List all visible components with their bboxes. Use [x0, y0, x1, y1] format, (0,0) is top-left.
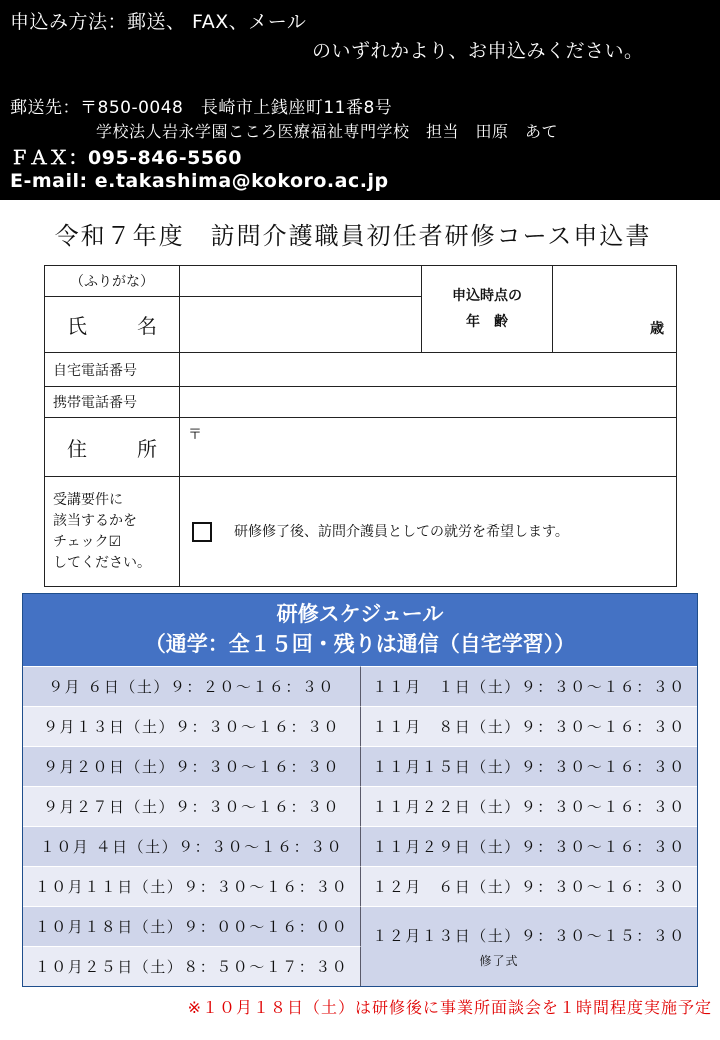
postal-mark: 〒	[188, 427, 202, 443]
schedule-date: １１月 ８日（土）９：３０～１６：３０	[361, 706, 697, 746]
info-header	[0, 0, 720, 200]
schedule-date: ９月 ６日（土）９：２０～１６：３０	[23, 666, 361, 706]
schedule-date: １２月 ６日（土）９：３０～１６：３０	[361, 866, 697, 906]
application-method-line: 申込み方法：郵送、 FAX、メール	[10, 11, 307, 33]
schedule-date: １０月 ４日（土）９：３０～１６：３０	[23, 826, 361, 866]
application-form	[44, 265, 677, 587]
schedule-date: １０月１１日（土）９：３０～１６：３０	[23, 866, 361, 906]
school-contact: 学校法人岩永学園こころ医療福祉専門学校 担当 田原 あて	[96, 122, 559, 141]
address-label: 住 所	[45, 418, 180, 477]
employment-checkbox[interactable]	[192, 522, 212, 542]
application-method-line-2: のいずれかより、お申込みください。	[312, 40, 644, 62]
employment-check-text: 研修修了後、訪問介護員としての就労を希望します。	[234, 524, 569, 540]
schedule-subtitle: （通学：全１５回・残りは通信（自宅学習））	[144, 632, 576, 656]
fax-number: ＦＡＸ：095-846-5560	[10, 147, 242, 169]
schedule-date: １１月１５日（土）９：３０～１６：３０	[361, 746, 697, 786]
schedule-date-final: １２月１３日（土）９：３０～１５：３０ 修了式	[361, 906, 697, 986]
schedule-header	[23, 594, 697, 666]
schedule-date: １０月１８日（土）９：００～１６：００	[23, 906, 361, 946]
schedule-grid	[23, 666, 697, 986]
schedule-date: ９月２７日（土）９：３０～１６：３０	[23, 786, 361, 826]
mobile-phone-label: 携帯電話番号	[45, 387, 180, 418]
address-field[interactable]	[180, 418, 677, 477]
mobile-phone-field[interactable]	[180, 387, 677, 418]
schedule-date: １１月２２日（土）９：３０～１６：３０	[361, 786, 697, 826]
requirement-label: 受講要件に 該当するかを チェック☑ してください。	[45, 477, 180, 587]
schedule-date: ９月２０日（土）９：３０～１６：３０	[23, 746, 361, 786]
age-label: 申込時点の 年 齢	[422, 266, 553, 353]
mailing-address: 郵送先：〒850-0048 長崎市上銭座町11番8号	[10, 98, 393, 118]
training-schedule	[22, 593, 698, 987]
email-address: E-mail: e.takashima@kokoro.ac.jp	[10, 170, 389, 192]
home-phone-field[interactable]	[180, 353, 677, 387]
schedule-date: ９月１３日（土）９：３０～１６：３０	[23, 706, 361, 746]
schedule-date: １１月 １日（土）９：３０～１６：３０	[361, 666, 697, 706]
schedule-title: 研修スケジュール	[276, 602, 444, 626]
requirement-check-cell	[180, 477, 677, 587]
footnote: ※１０月１８日（土）は研修後に事業所面談会を１時間程度実施予定	[187, 998, 712, 1017]
furigana-field[interactable]	[180, 266, 422, 297]
schedule-date: １０月２５日（土）８：５０～１７：３０	[23, 946, 361, 986]
age-field[interactable]: 歳	[553, 266, 677, 353]
name-field[interactable]	[180, 297, 422, 353]
name-label: 氏 名	[45, 297, 180, 353]
schedule-date: １１月２９日（土）９：３０～１６：３０	[361, 826, 697, 866]
furigana-label: （ふりがな）	[45, 266, 180, 297]
completion-ceremony-note: 修了式	[479, 953, 519, 968]
form-title: 令和７年度 訪問介護職員初任者研修コース申込書	[54, 222, 652, 250]
home-phone-label: 自宅電話番号	[45, 353, 180, 387]
